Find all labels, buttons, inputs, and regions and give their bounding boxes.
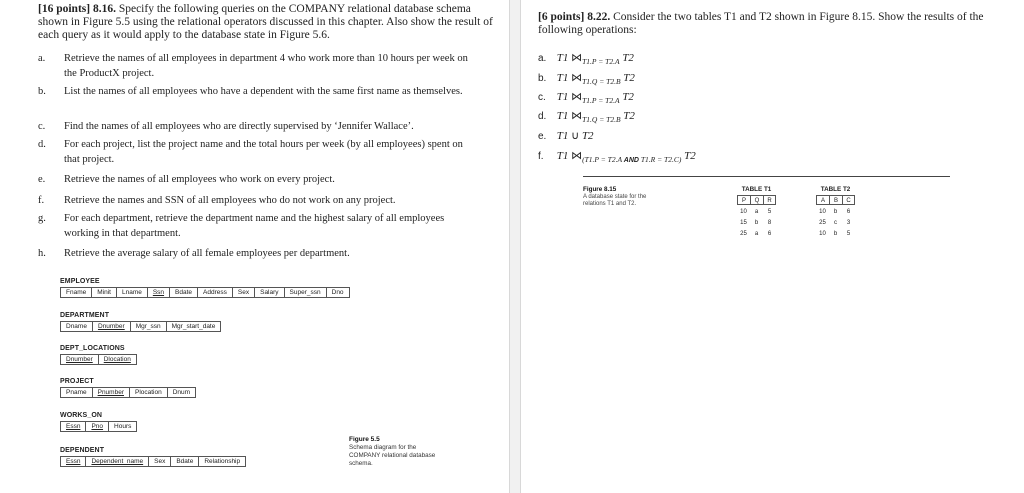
table-cell: 6 [846, 209, 851, 215]
schema-dept-locations [60, 345, 137, 365]
query-text: List the names of all employees who have a dependent with the same first name as themselves. [64, 86, 463, 97]
operation-letter: f. [538, 151, 544, 162]
operation-item [538, 150, 696, 164]
column-header: Q [750, 195, 763, 205]
attribute: Mgr_start_date [171, 323, 216, 330]
table-header [737, 195, 776, 205]
attribute: Mgr_ssn [131, 322, 167, 331]
primary-key-attribute: Pno [86, 422, 109, 431]
attribute: Hours [114, 423, 132, 430]
table-name: TABLE T2 [820, 186, 851, 193]
relation-name: PROJECT [60, 378, 94, 385]
operation-item [538, 72, 635, 85]
question-8-16-points: [16 points] 8.16. [38, 3, 116, 15]
table-cell: a [754, 231, 759, 237]
operation-item [538, 91, 634, 104]
operation-letter: e. [538, 131, 547, 142]
primary-key-attribute: Essn [61, 457, 86, 466]
operand-right: T2 [581, 130, 594, 142]
query-letter: e. [38, 174, 46, 185]
table-cell: 5 [846, 231, 851, 237]
operand-right: T2 [623, 110, 635, 122]
attribute: Minit [92, 288, 117, 297]
attribute: Salary [255, 288, 284, 297]
attribute: Super_ssn [285, 288, 327, 297]
attribute-row [60, 321, 221, 332]
figure-8-15-caption [583, 186, 665, 209]
operand-right: T2 [684, 150, 696, 162]
table-row [816, 219, 855, 227]
table-cell: b [833, 231, 838, 237]
primary-key-attribute: Dnumber [61, 355, 99, 364]
join-condition: T1.Q = T2.B [582, 77, 621, 86]
relation-name: EMPLOYEE [60, 278, 100, 285]
operand-left: T1 [556, 110, 569, 122]
query-text: Find the names of all employees who are directly supervised by ‘Jennifer Wallace’. [64, 121, 414, 132]
attribute: Dnum [172, 389, 191, 396]
right-question-pane [521, 0, 1024, 493]
pane-divider[interactable] [509, 0, 521, 493]
figure-title: Figure 5.5 [349, 436, 380, 443]
table-name: TABLE T1 [741, 186, 772, 193]
join-condition: T1.Q = T2.B [582, 115, 621, 124]
attribute: Dno [331, 289, 344, 296]
attribute-row [60, 421, 137, 432]
question-8-22-points: [6 points] 8.22. [538, 11, 611, 23]
schema-works-on [60, 412, 137, 432]
column-header: P [737, 195, 750, 205]
table-row [737, 230, 776, 238]
operand-left: T1 [556, 91, 569, 103]
operation-letter: c. [538, 92, 546, 103]
query-letter: d. [38, 139, 46, 150]
relation-name: DEPT_LOCATIONS [60, 345, 125, 352]
table-t2 [816, 186, 855, 238]
relation-name: DEPARTMENT [60, 312, 110, 319]
attribute: Pname [61, 388, 93, 397]
query-letter: c. [38, 121, 46, 132]
attribute: Bdate [171, 457, 199, 466]
schema-dependent [60, 447, 246, 467]
figure-caption-text: A database state for the relations T1 and T2. [583, 193, 647, 207]
table-header [816, 195, 855, 205]
join-icon: ⋈ [571, 52, 583, 64]
figure-caption-text: Schema diagram for the COMPANY relational database schema. [349, 444, 436, 467]
figure-title: Figure 8.15 [583, 186, 617, 193]
table-row [816, 230, 855, 238]
join-icon: ⋈ [571, 91, 583, 103]
and-keyword: AND [623, 157, 639, 164]
schema-project [60, 378, 196, 398]
primary-key-attribute: Dnumber [93, 322, 131, 331]
column-header: B [829, 195, 842, 205]
attribute-row [60, 387, 196, 398]
condition-part: T1.R = T2.C) [640, 155, 682, 164]
query-text: Retrieve the names and SSN of all employees who do not work on any project. [64, 195, 396, 206]
operation-item [538, 52, 634, 65]
table-cell: b [754, 220, 759, 226]
attribute: Address [198, 288, 233, 297]
operation-item [538, 110, 635, 123]
schema-department [60, 312, 221, 332]
join-icon: ⋈ [571, 110, 583, 122]
attribute: Relationship [204, 458, 241, 465]
attribute: Bdate [170, 288, 198, 297]
table-cell: 6 [767, 231, 772, 237]
figure-5-5-caption [349, 436, 437, 468]
query-letter: f. [38, 195, 45, 206]
operand-right: T2 [622, 52, 634, 64]
table-cell: 15 [740, 220, 747, 226]
query-letter: g. [38, 213, 46, 224]
relation-name: WORKS_ON [60, 412, 103, 419]
operation-letter: a. [538, 53, 547, 64]
union-icon: ∪ [571, 130, 580, 142]
table-cell: c [834, 220, 837, 226]
join-condition [582, 155, 681, 164]
table-cell: 25 [740, 231, 747, 237]
operand-right: T2 [623, 72, 635, 84]
attribute: Dname [61, 322, 93, 331]
table-cell: 10 [740, 209, 747, 215]
query-letter: h. [38, 248, 46, 259]
attribute: Lname [117, 288, 148, 297]
table-row [816, 208, 855, 216]
query-letter: b. [38, 86, 46, 97]
question-8-16-heading [38, 3, 493, 42]
column-header: R [763, 195, 776, 205]
table-cell: 10 [819, 209, 826, 215]
primary-key-attribute: Ssn [148, 288, 170, 297]
question-8-22-text: Consider the two tables T1 and T2 shown in Figure 8.15. Show the results of the following operations: [538, 11, 984, 36]
operand-right: T2 [622, 91, 634, 103]
condition-part: (T1.P = T2.A [582, 155, 622, 164]
table-row [737, 219, 776, 227]
query-text: Retrieve the names of all employees in department 4 who work more than 10 hours per week on the ProductX project. [64, 53, 468, 79]
query-letter: a. [38, 53, 46, 64]
table-cell: 8 [767, 220, 772, 226]
query-text: Retrieve the names of all employees who work on every project. [64, 174, 335, 185]
table-cell: b [833, 209, 838, 215]
attribute: Sex [233, 288, 255, 297]
question-8-22-heading [538, 11, 1018, 37]
operation-letter: d. [538, 111, 547, 122]
primary-key-attribute: Essn [61, 422, 86, 431]
table-cell: 5 [767, 209, 772, 215]
table-cell: 10 [819, 231, 826, 237]
query-text: For each project, list the project name and the total hours per week (by all employees) spent on that project. [64, 139, 463, 165]
attribute-row [60, 354, 137, 365]
operand-left: T1 [556, 52, 569, 64]
attribute-row [60, 287, 350, 298]
attribute-row [60, 456, 246, 467]
table-row [737, 208, 776, 216]
question-8-16-text: Specify the following queries on the COMPANY relational database schema shown in Figure 5.5 using the relational operators discussed in this chapter. Also show the result of each query as it would apply to the database state in Figure 5.6. [38, 3, 493, 41]
table-cell: a [754, 209, 759, 215]
schema-employee [60, 278, 350, 298]
table-cell: 25 [819, 220, 826, 226]
column-header: C [842, 195, 855, 205]
operation-item [538, 130, 594, 143]
left-question-pane [0, 0, 509, 493]
relation-name: DEPENDENT [60, 447, 105, 454]
query-text: For each department, retrieve the department name and the highest salary of all employees working in that department. [64, 213, 445, 239]
primary-key-attribute: Dependent_name [86, 457, 149, 466]
join-condition: T1.P = T2.A [582, 57, 620, 66]
join-icon: ⋈ [571, 72, 583, 84]
primary-key-attribute: Pnumber [93, 388, 130, 397]
primary-key-attribute: Dlocation [103, 356, 131, 363]
attribute: Plocation [130, 388, 168, 397]
table-cell: 3 [846, 220, 851, 226]
join-condition: T1.P = T2.A [582, 96, 620, 105]
query-text: Retrieve the average salary of all female employees per department. [64, 248, 350, 259]
figure-rule [583, 176, 950, 177]
operand-left: T1 [556, 72, 569, 84]
column-header: A [816, 195, 829, 205]
table-t1 [737, 186, 776, 238]
attribute: Sex [149, 457, 171, 466]
operand-left: T1 [556, 150, 569, 162]
operation-letter: b. [538, 73, 547, 84]
join-icon: ⋈ [571, 150, 583, 162]
attribute: Fname [61, 288, 92, 297]
operand-left: T1 [556, 130, 569, 142]
